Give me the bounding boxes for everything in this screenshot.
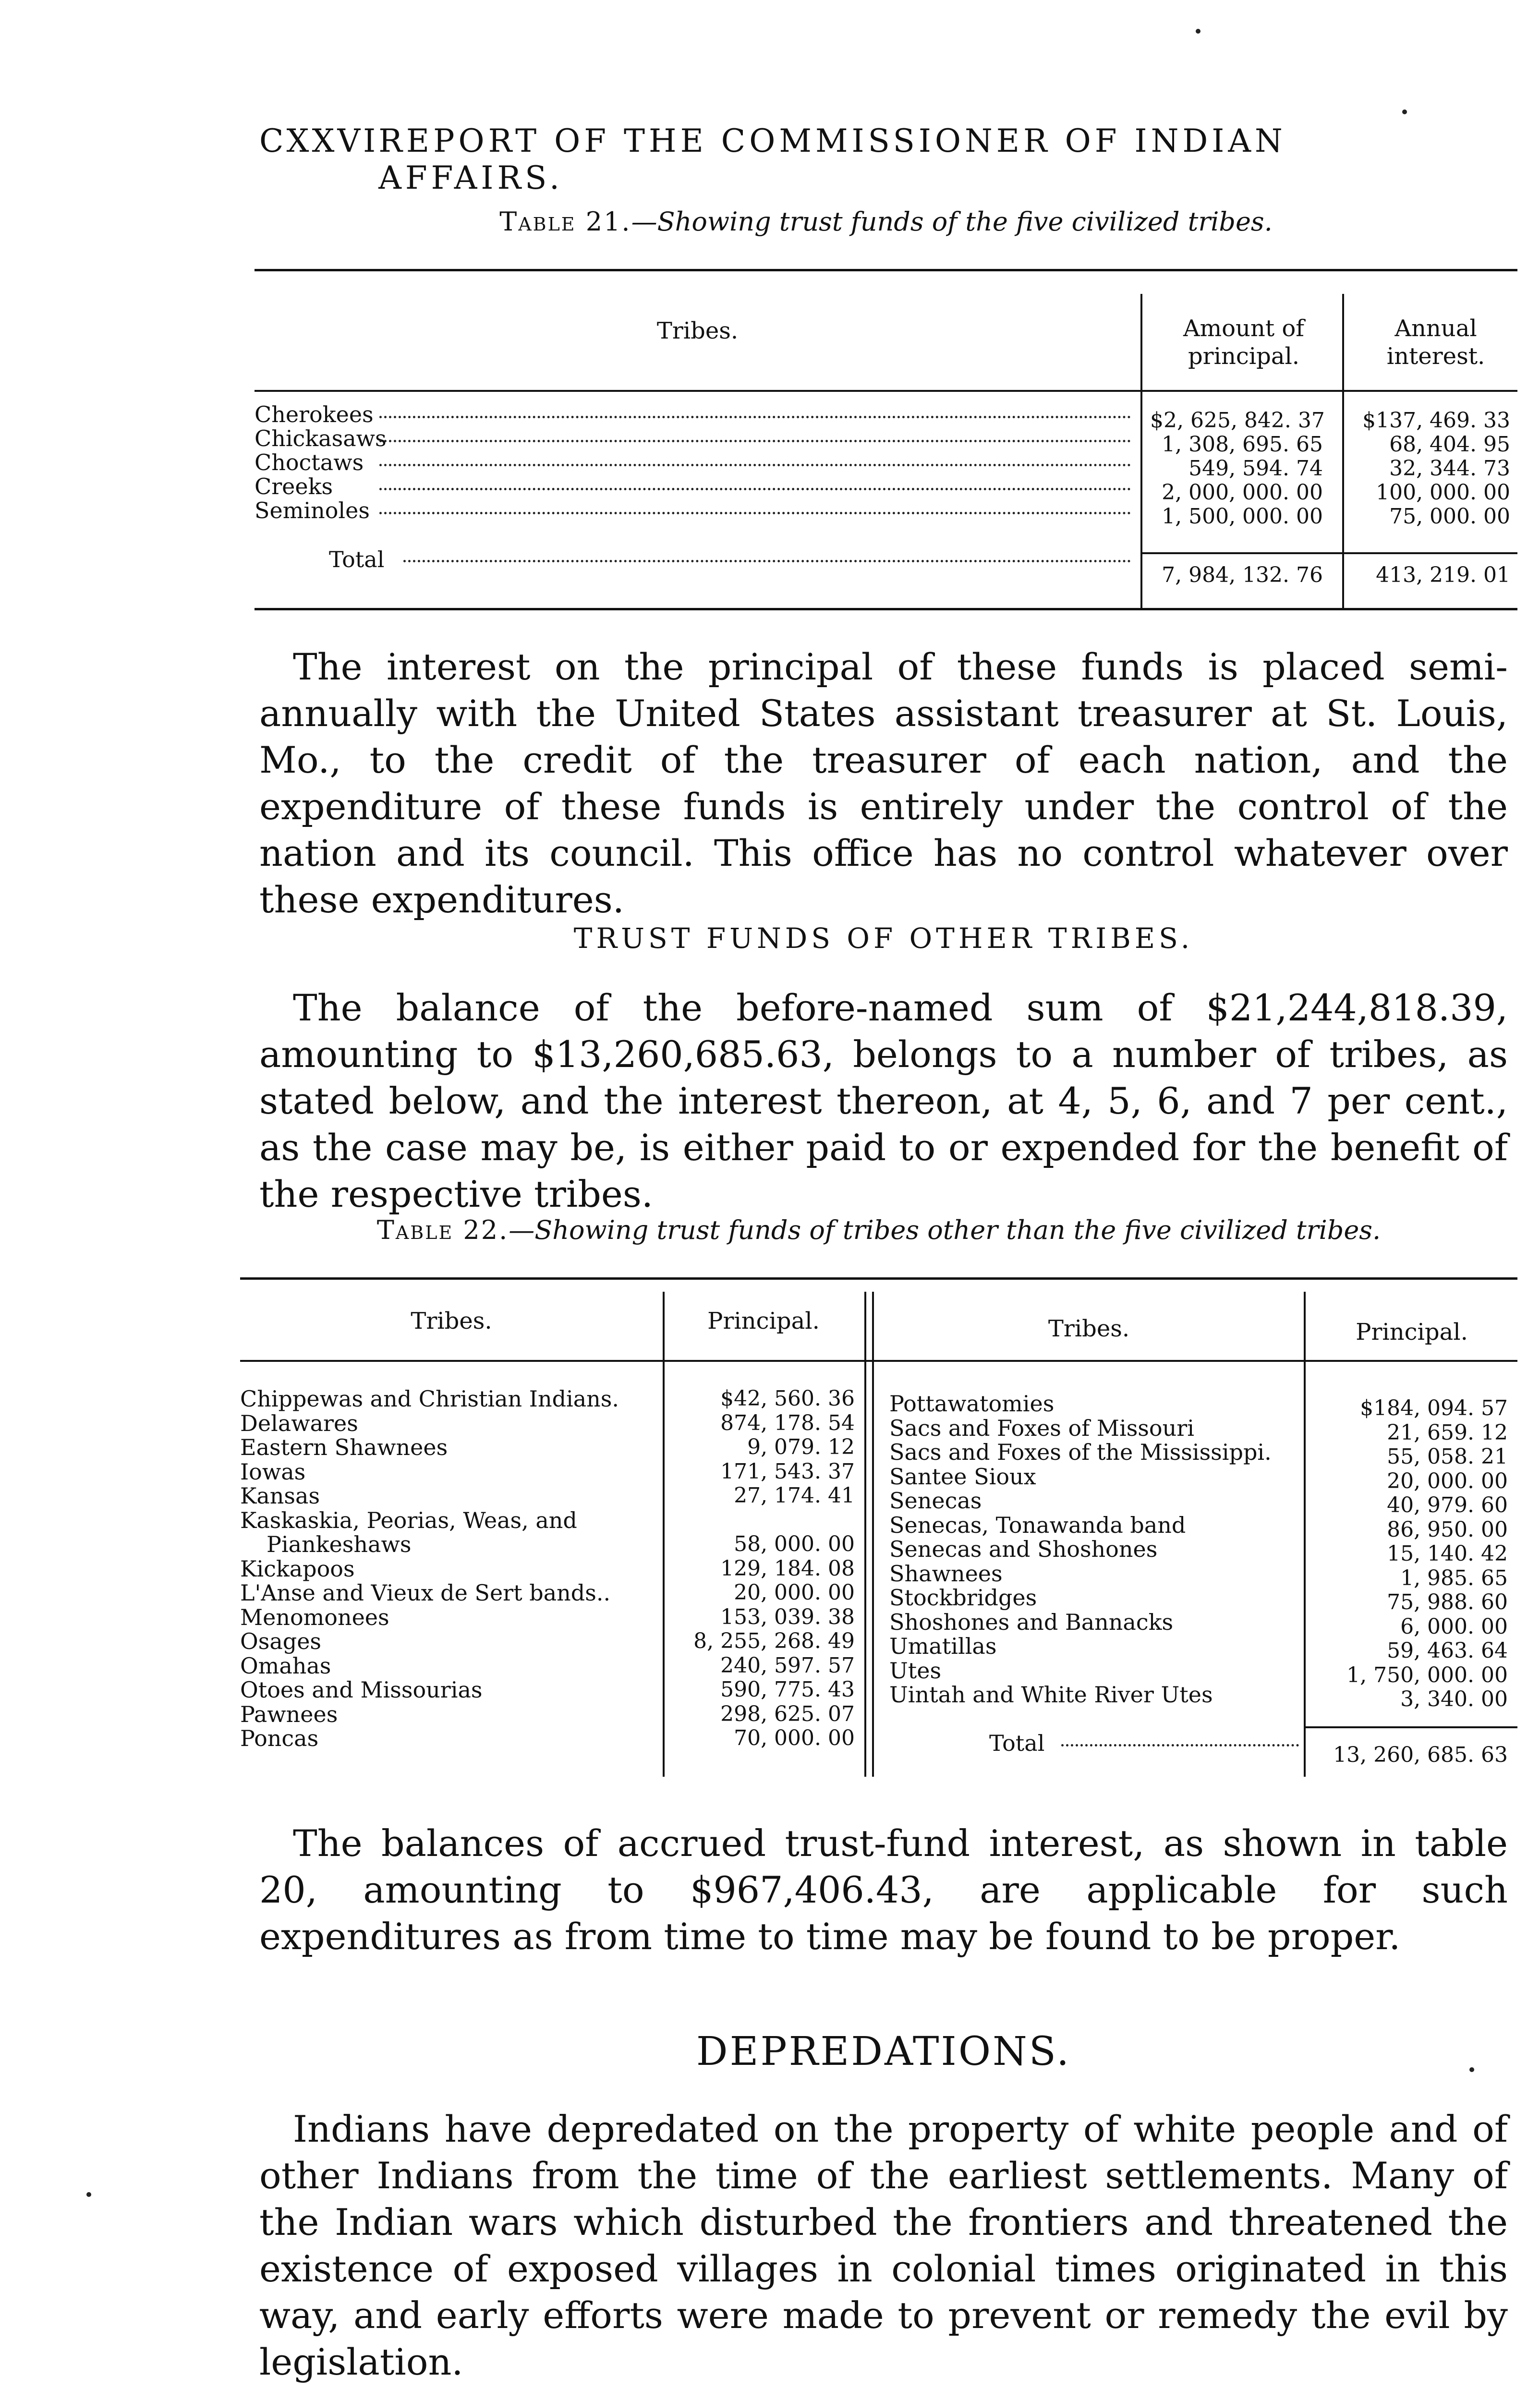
table22-left-row-tribe: Piankeshaws — [267, 1531, 412, 1557]
table22-right-row-principal: 75, 988. 60 — [1387, 1590, 1508, 1614]
table21-row-tribe: Seminoles — [255, 497, 370, 523]
section-heading-depredations: DEPREDATIONS. — [696, 2029, 1071, 2074]
table21-row-interest: 32, 344. 73 — [1389, 456, 1510, 481]
table22-left-row-principal: 590, 775. 43 — [720, 1677, 855, 1702]
table22-header-principal-right: Principal. — [1356, 1319, 1468, 1346]
table22-header-tribes-right: Tribes. — [1048, 1315, 1130, 1342]
dot-leader — [379, 440, 1131, 442]
paragraph-depredations: Indians have depredated on the property of white people and of other Indians from the time of the earliest settlements. Many of the Indian wars which disturbed the frontiers and threatened the existence of exposed villages in colonial times originated in this way, and early efforts were made to prevent or remedy the evil by legislation. — [259, 2108, 1508, 2383]
table22-left-row-principal: 240, 597. 57 — [720, 1653, 855, 1678]
table22-left-row-principal: 874, 178. 54 — [720, 1410, 855, 1435]
table22-right-row-principal: 6, 000. 00 — [1400, 1614, 1508, 1639]
table22-right-row-tribe: Senecas and Shoshones — [889, 1536, 1158, 1562]
table22-left-row-tribe: Kaskaskia, Peorias, Weas, and — [240, 1507, 577, 1533]
table22-total-principal: 13, 260, 685. 63 — [1333, 1743, 1508, 1767]
table21-header-principal: Amount of principal. — [1183, 315, 1305, 370]
table21-row-interest: $137, 469. 33 — [1362, 408, 1510, 433]
table21-caption-lead: Table 21. — [499, 206, 631, 237]
table22-left-row-tribe: Chippewas and Christian Indians. — [240, 1386, 619, 1412]
table21-caption — [255, 206, 1517, 237]
table22-right-row-principal: 40, 979. 60 — [1387, 1493, 1508, 1517]
table21-row-principal: 1, 500, 000. 00 — [1162, 504, 1323, 529]
table22-left-row-tribe: L'Anse and Vieux de Sert bands.. — [240, 1580, 611, 1606]
running-title: REPORT OF THE COMMISSIONER OF INDIAN AFFAIRS. — [378, 122, 1286, 196]
table22-left-row-principal: 58, 000. 00 — [734, 1532, 855, 1556]
table22-left-row-principal: 171, 543. 37 — [720, 1459, 855, 1484]
table22-right-row-tribe: Sacs and Foxes of the Mississippi. — [889, 1439, 1272, 1465]
speck-mark — [1402, 109, 1407, 114]
paragraph-interest: The interest on the principal of these funds is placed semi-annually with the United States assistant treasurer at St. Louis, Mo., to the credit of the treasurer of each nation, and the expenditure of these funds is entirely under the control of the nation and its council. This office has no control whatever over these expenditures. — [259, 645, 1508, 921]
dot-leader — [379, 464, 1131, 466]
table22-left-row-principal: 70, 000. 00 — [734, 1726, 855, 1750]
table21-row-tribe: Creeks — [255, 473, 333, 499]
table21-caption-text: —Showing trust funds of the five civilized tribes. — [631, 206, 1273, 237]
table22-right-row-principal: 20, 000. 00 — [1387, 1468, 1508, 1493]
table22-right-row-principal: 1, 985. 65 — [1400, 1565, 1508, 1590]
table21-header-tribes: Tribes. — [656, 317, 739, 344]
table22 — [240, 1277, 1517, 1786]
table22-left-row-principal: 153, 039. 38 — [720, 1604, 855, 1629]
table21-row-principal: 549, 594. 74 — [1188, 456, 1323, 481]
table22-right-row-tribe: Umatillas — [889, 1633, 997, 1659]
table21-row-interest: 100, 000. 00 — [1376, 480, 1510, 505]
table22-right-row-principal: 15, 140. 42 — [1387, 1541, 1508, 1566]
table22-caption — [240, 1215, 1517, 1245]
section-heading-other-tribes: TRUST FUNDS OF OTHER TRIBES. — [573, 922, 1194, 955]
table22-left-row-tribe: Iowas — [240, 1458, 306, 1485]
table22-right-row-principal: 55, 058. 21 — [1387, 1444, 1508, 1469]
table21-total-principal: 7, 984, 132. 76 — [1162, 563, 1323, 587]
table22-right-row-tribe: Utes — [889, 1657, 942, 1684]
dot-leader — [379, 488, 1131, 490]
table22-left-row-tribe: Menomonees — [240, 1604, 389, 1630]
paragraph-balance: The balance of the before-named sum of $21,244,818.39, amounting to $13,260,685.63, belongs to a number of tribes, as stated below, and the interest thereon, at 4, 5, 6, and 7 per cent., as the case may be, is either paid to or expended for the benefit of the respective tribes. — [259, 986, 1508, 1215]
table22-left-row-tribe: Kickapoos — [240, 1555, 355, 1582]
table21-row-tribe: Choctaws — [255, 449, 364, 475]
page-number: CXXVI — [259, 122, 379, 159]
table21-row-principal: 1, 308, 695. 65 — [1162, 432, 1323, 457]
table21-row-tribe: Cherokees — [255, 401, 374, 427]
dot-leader — [379, 416, 1131, 418]
table22-left-row-tribe: Eastern Shawnees — [240, 1434, 448, 1460]
table21-row-interest: 68, 404. 95 — [1389, 432, 1510, 457]
table22-left-row-tribe: Pawnees — [240, 1701, 338, 1727]
paragraph-accrued-interest: The balances of accrued trust-fund interest, as shown in table 20, amounting to $967,406.43, are applicable for such expenditures as from time to time may be found to be proper. — [259, 1822, 1508, 1958]
table22-right-row-tribe: Senecas, Tonawanda band — [889, 1512, 1186, 1538]
table22-right-row-tribe: Sacs and Foxes of Missouri — [889, 1415, 1194, 1441]
table21-header-interest: Annual interest. — [1386, 315, 1485, 370]
table22-right-row-tribe: Stockbridges — [889, 1585, 1037, 1611]
table22-left-row-principal: 9, 079. 12 — [747, 1435, 855, 1459]
table22-right-row-principal: 21, 659. 12 — [1387, 1420, 1508, 1445]
table22-right-row-principal: 86, 950. 00 — [1387, 1517, 1508, 1542]
table22-caption-text: —Showing trust funds of tribes other than the five civilized tribes. — [509, 1215, 1381, 1245]
speck-mark — [1196, 29, 1200, 34]
table22-right-row-principal: 59, 463. 64 — [1387, 1638, 1508, 1663]
table22-right-row-principal: $184, 094. 57 — [1360, 1396, 1508, 1420]
table22-left-row-principal: 27, 174. 41 — [734, 1483, 855, 1508]
table21-total-interest: 413, 219. 01 — [1376, 563, 1510, 587]
speck-mark — [86, 2192, 91, 2197]
table22-left-row-principal: 8, 255, 268. 49 — [693, 1629, 855, 1653]
table21-row-interest: 75, 000. 00 — [1389, 504, 1510, 529]
table22-left-row-tribe: Delawares — [240, 1410, 358, 1436]
table22-left-row-tribe: Kansas — [240, 1483, 320, 1509]
running-head — [259, 122, 1436, 196]
table22-right-row-tribe: Pottawatomies — [889, 1391, 1055, 1417]
table22-left-row-tribe: Omahas — [240, 1652, 331, 1679]
table22-left-row-principal: $42, 560. 36 — [720, 1386, 855, 1411]
table22-right-row-tribe: Uintah and White River Utes — [889, 1682, 1213, 1708]
table22-right-row-tribe: Senecas — [889, 1488, 982, 1514]
table21-total-label: Total — [329, 546, 385, 572]
table22-left-row-principal: 298, 625. 07 — [720, 1701, 855, 1726]
table22-right-row-principal: 3, 340. 00 — [1400, 1687, 1508, 1711]
table22-left-row-tribe: Otoes and Missourias — [240, 1677, 483, 1703]
table21 — [255, 269, 1517, 615]
table21-row-principal: $2, 625, 842. 37 — [1150, 408, 1325, 433]
table22-right-row-principal: 1, 750, 000. 00 — [1346, 1662, 1508, 1687]
dot-leader — [379, 512, 1131, 514]
table22-left-row-principal: 20, 000. 00 — [734, 1580, 855, 1605]
table22-left-row-tribe: Osages — [240, 1628, 322, 1654]
table22-header-tribes-left: Tribes. — [411, 1308, 492, 1334]
table22-left-row-principal: 129, 184. 08 — [720, 1556, 855, 1581]
table22-right-row-tribe: Shawnees — [889, 1560, 1003, 1587]
table22-right-row-tribe: Shoshones and Bannacks — [889, 1609, 1174, 1635]
table22-right-row-tribe: Santee Sioux — [889, 1463, 1036, 1490]
table22-caption-lead: Table 22. — [376, 1215, 509, 1245]
table22-total-label: Total — [989, 1730, 1045, 1756]
table22-left-row-tribe: Poncas — [240, 1725, 319, 1751]
table22-header-principal-left: Principal. — [707, 1308, 820, 1334]
table21-row-principal: 2, 000, 000. 00 — [1162, 480, 1323, 505]
table21-row-tribe: Chickasaws — [255, 425, 387, 451]
